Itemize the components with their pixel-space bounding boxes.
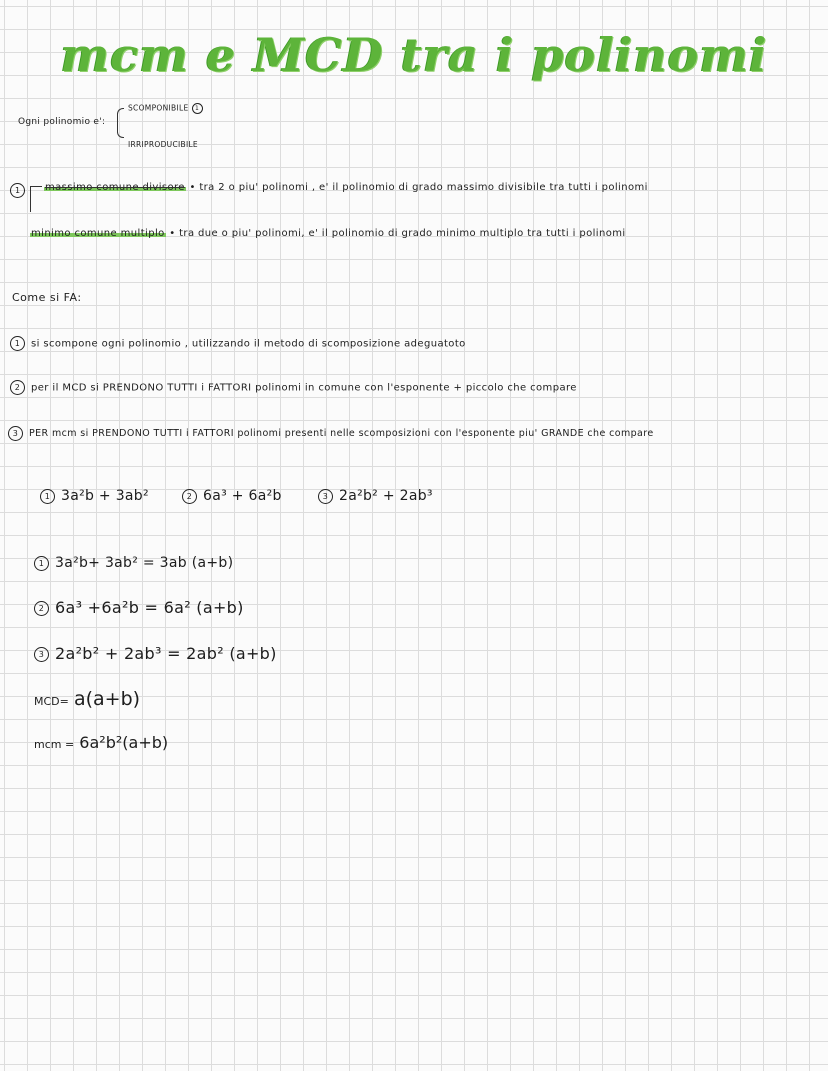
intro-label: Ogni polinomio e': [18, 117, 106, 127]
factorization-1 [34, 555, 233, 571]
mcm-result-label: mcm = [34, 738, 75, 751]
option-scomponibile-label: SCOMPONIBILE [128, 103, 189, 113]
mcd-text: • tra 2 o piu' polinomi , e' il polinomio di grado massimo divisibile tra tutti i polinomi [189, 182, 648, 193]
mcd-result [34, 688, 140, 710]
poly-3-number: 3 [318, 489, 333, 504]
poly-3-expr: 2a²b² + 2ab³ [339, 488, 433, 504]
step-1-number: 1 [10, 336, 25, 351]
step-2-number: 2 [10, 380, 25, 395]
method-heading: Come si FA: [12, 291, 82, 304]
mcd-result-label: MCD= [34, 695, 69, 708]
mcm-term: minimo comune multiplo [31, 228, 165, 239]
mcd-result-value: a(a+b) [73, 688, 141, 710]
intro-brace [117, 108, 124, 138]
example-poly-3 [318, 488, 433, 504]
factorization-3 [34, 644, 277, 663]
example-poly-2 [182, 488, 282, 504]
definitions-bracket [30, 186, 31, 212]
mcm-result-value: 6a²b²(a+b) [79, 733, 169, 752]
method-step-3 [8, 426, 654, 441]
poly-1-number: 1 [40, 489, 55, 504]
option-scomponibile-marker: 1 [192, 103, 203, 114]
method-step-2 [10, 380, 577, 395]
intro-option-scomponibile [128, 103, 203, 114]
factorization-3-expr: 2a²b² + 2ab³ = 2ab² (a+b) [55, 644, 277, 663]
definitions-bracket-top [30, 186, 42, 187]
poly-2-number: 2 [182, 489, 197, 504]
example-poly-1 [40, 488, 149, 504]
factorization-2 [34, 598, 244, 617]
mcd-definition [44, 182, 648, 193]
mcd-term: massimo comune divisore [45, 182, 185, 193]
mcm-definition [30, 228, 626, 239]
method-step-1 [10, 336, 466, 351]
mcm-result [34, 733, 168, 752]
factorization-1-number: 1 [34, 556, 49, 571]
step-1-text: si scompone ogni polinomio , utilizzando il metodo di scomposizione adeguatoto [31, 338, 466, 350]
page-title: mcm e MCD tra i polinomi [60, 28, 768, 82]
step-2-text: per il MCD si PRENDONO TUTTI i FATTORI polinomi in comune con l'esponente + piccolo che compare [31, 382, 577, 394]
poly-1-expr: 3a²b + 3ab² [61, 488, 149, 504]
factorization-2-expr: 6a³ +6a²b = 6a² (a+b) [55, 598, 244, 617]
definitions-marker-number: 1 [10, 183, 25, 198]
factorization-1-expr: 3a²b+ 3ab² = 3ab (a+b) [55, 555, 234, 571]
factorization-3-number: 3 [34, 647, 49, 662]
poly-2-expr: 6a³ + 6a²b [203, 488, 282, 504]
step-3-number: 3 [8, 426, 23, 441]
factorization-2-number: 2 [34, 601, 49, 616]
definitions-marker [10, 180, 31, 199]
mcm-text: • tra due o piu' polinomi, e' il polinomio di grado minimo multiplo tra tutti i polinomi [169, 228, 626, 239]
intro-option-irriproducibile: IRRIPRODUCIBILE [128, 140, 198, 149]
step-3-text: PER mcm si PRENDONO TUTTI i FATTORI polinomi presenti nelle scomposizioni con l'esponente piu' GRANDE che compare [29, 428, 654, 439]
